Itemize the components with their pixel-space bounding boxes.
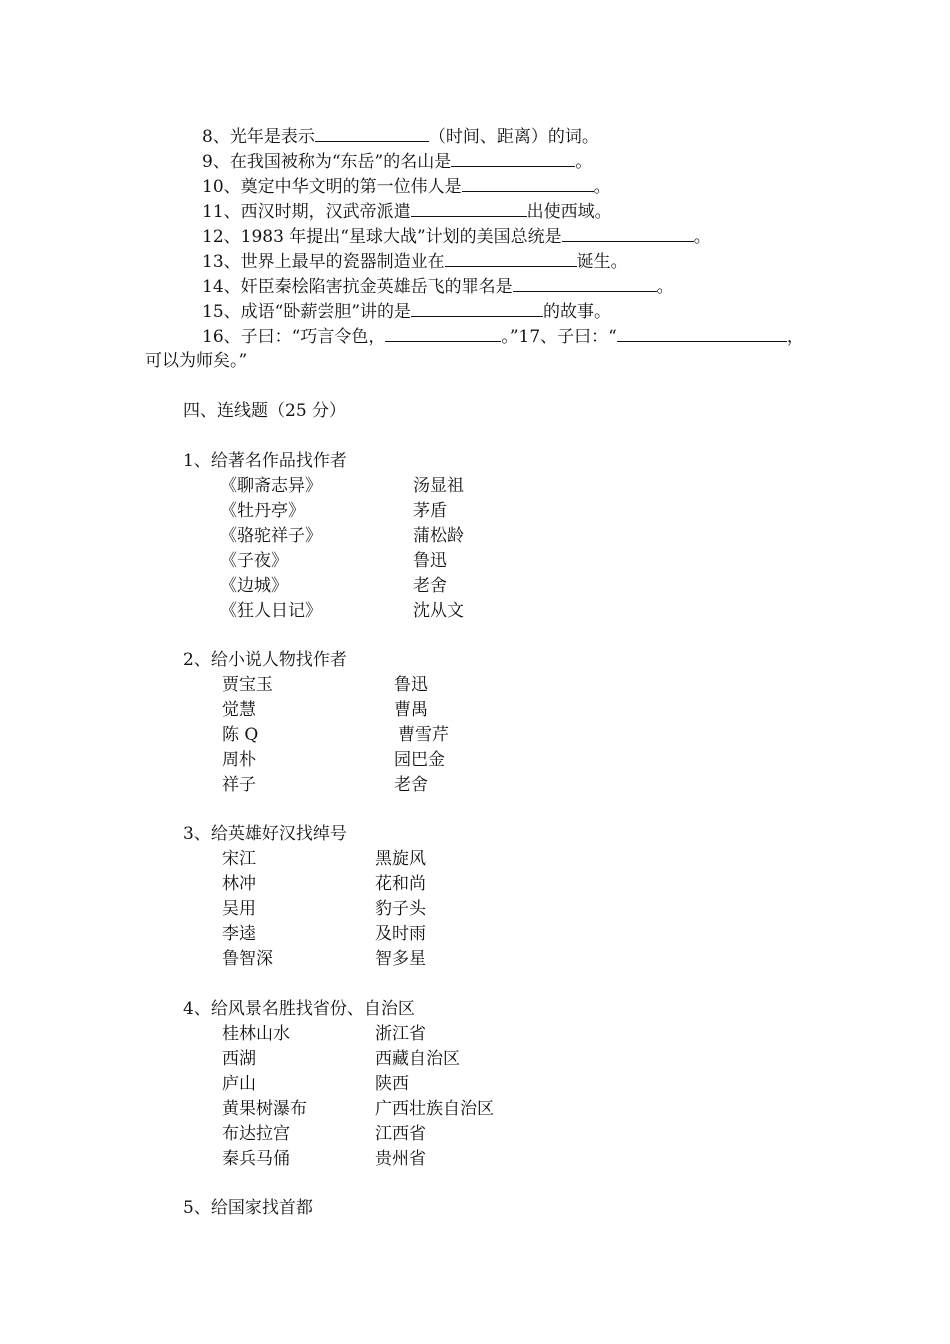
- group-3-right-item: 花和尚: [375, 874, 426, 894]
- answer-blank: [462, 174, 594, 192]
- question-text: 11、西汉时期，汉武帝派遣: [202, 202, 411, 222]
- question-text: 诞生。: [576, 252, 628, 272]
- question-17-continuation: 可以为师矣。”: [145, 351, 248, 371]
- question-15: [202, 299, 611, 325]
- group-1-left-item: 《子夜》: [220, 551, 288, 571]
- group-2-left-item: 祥子: [222, 775, 256, 795]
- group-1-right-item: 茅盾: [413, 501, 447, 521]
- group-4-right-item: 广西壮族自治区: [375, 1099, 494, 1119]
- answer-blank: [617, 324, 787, 342]
- group-1-right-item: 鲁迅: [413, 551, 447, 571]
- answer-blank: [562, 224, 694, 242]
- group-1-title: 1、给著名作品找作者: [183, 451, 347, 471]
- question-text: （时间、距离）的词。: [428, 127, 599, 147]
- question-text: 。: [575, 152, 593, 172]
- group-2-left-item: 陈 Q: [222, 725, 259, 745]
- group-4-left-item: 布达拉宫: [222, 1124, 290, 1144]
- group-4-left-item: 黄果树瀑布: [222, 1099, 307, 1119]
- group-3-right-item: 豹子头: [375, 899, 426, 919]
- group-2-right-item: 曹雪芹: [398, 725, 449, 745]
- question-text: 12、1983 年提出“星球大战”计划的美国总统是: [202, 227, 562, 247]
- group-1-right-item: 沈从文: [413, 601, 464, 621]
- group-4-right-item: 贵州省: [375, 1149, 426, 1169]
- group-5-title: 5、给国家找首都: [183, 1198, 313, 1218]
- question-12: [202, 224, 711, 250]
- question-text: 13、世界上最早的瓷器制造业在: [202, 252, 445, 272]
- answer-blank: [315, 124, 429, 142]
- group-3-left-item: 林冲: [222, 874, 256, 894]
- answer-blank: [451, 149, 575, 167]
- question-text: 10、奠定中华文明的第一位伟人是: [202, 177, 462, 197]
- group-2-left-item: 觉慧: [222, 700, 256, 720]
- question-14: [202, 274, 674, 300]
- question-text: 14、奸臣秦桧陷害抗金英雄岳飞的罪名是: [202, 277, 513, 297]
- question-13: [202, 249, 628, 275]
- group-1-right-item: 汤显祖: [413, 476, 464, 496]
- group-4-left-item: 西湖: [222, 1049, 256, 1069]
- answer-blank: [513, 274, 657, 292]
- question-text: 15、成语“卧薪尝胆”讲的是: [202, 302, 412, 322]
- question-text: ，: [786, 327, 804, 347]
- group-1-left-item: 《边城》: [220, 576, 288, 596]
- group-2-right-item: 老舍: [394, 775, 428, 795]
- question-text: 。: [693, 227, 711, 247]
- answer-blank: [385, 324, 501, 342]
- group-1-left-item: 《牡丹亭》: [220, 501, 305, 521]
- group-2-title: 2、给小说人物找作者: [183, 650, 347, 670]
- group-2-right-item: 鲁迅: [394, 675, 428, 695]
- question-11: [202, 199, 612, 225]
- group-3-right-item: 及时雨: [375, 924, 426, 944]
- question-text: 的故事。: [543, 302, 612, 322]
- group-2-right-item: 曹禺: [394, 700, 428, 720]
- group-3-left-item: 鲁智深: [222, 949, 273, 969]
- group-1-left-item: 《狂人日记》: [220, 601, 322, 621]
- group-3-left-item: 宋江: [222, 849, 256, 869]
- answer-blank: [411, 199, 527, 217]
- group-1-left-item: 《聊斋志异》: [220, 476, 322, 496]
- group-3-right-item: 黑旋风: [375, 849, 426, 869]
- group-4-right-item: 西藏自治区: [375, 1049, 460, 1069]
- group-1-left-item: 《骆驼祥子》: [220, 526, 322, 546]
- question-text: 出使西域。: [526, 202, 612, 222]
- group-2-left-item: 贾宝玉: [222, 675, 273, 695]
- group-4-right-item: 江西省: [375, 1124, 426, 1144]
- group-4-right-item: 浙江省: [375, 1024, 426, 1044]
- answer-blank: [411, 299, 543, 317]
- group-3-left-item: 李逵: [222, 924, 256, 944]
- question-8: [202, 124, 599, 150]
- answer-blank: [445, 249, 577, 267]
- group-3-title: 3、给英雄好汉找绰号: [183, 824, 347, 844]
- question-text: 8、光年是表示: [202, 127, 315, 147]
- group-1-right-item: 老舍: [413, 576, 447, 596]
- group-1-right-item: 蒲松龄: [413, 526, 464, 546]
- group-4-left-item: 秦兵马俑: [222, 1149, 290, 1169]
- question-10: [202, 174, 611, 200]
- group-3-left-item: 吴用: [222, 899, 256, 919]
- group-4-left-item: 庐山: [222, 1074, 256, 1094]
- group-2-left-item: 周朴: [222, 750, 256, 770]
- group-3-right-item: 智多星: [375, 949, 426, 969]
- group-4-right-item: 陕西: [375, 1074, 409, 1094]
- question-text: 9、在我国被称为“东岳”的名山是: [202, 152, 452, 172]
- question-16-17: [202, 324, 804, 350]
- group-2-right-item: 园巴金: [394, 750, 445, 770]
- question-9: [202, 149, 592, 175]
- question-text: 。: [656, 277, 674, 297]
- question-text: 16、子曰：“巧言令色，: [202, 327, 386, 347]
- question-text: 。: [593, 177, 611, 197]
- group-4-title: 4、给风景名胜找省份、自治区: [183, 999, 415, 1019]
- group-4-left-item: 桂林山水: [222, 1024, 290, 1044]
- question-text: 。”17、子曰：“: [501, 327, 617, 347]
- section-title: 四、连线题（25 分）: [183, 401, 347, 421]
